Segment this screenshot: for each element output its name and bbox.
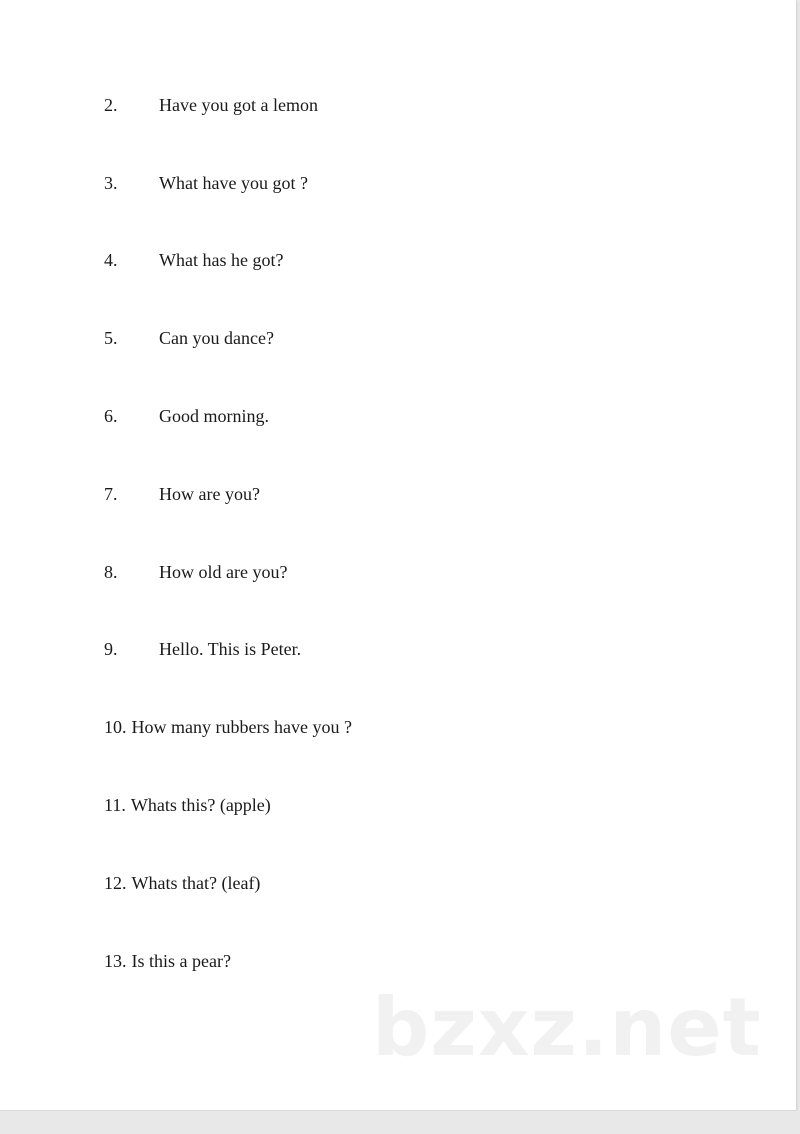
page-bottom-edge	[0, 1111, 800, 1134]
question-text: Is this a pear?	[131, 951, 231, 971]
question-text: Have you got a lemon	[159, 95, 318, 115]
question-text: How many rubbers have you ?	[131, 717, 352, 737]
question-4	[104, 249, 283, 271]
question-8	[104, 561, 287, 583]
question-text: Whats this? (apple)	[130, 795, 271, 815]
question-text: Good morning.	[159, 406, 269, 426]
question-10	[104, 716, 352, 738]
question-number: 5.	[104, 328, 118, 348]
question-text: What have you got ?	[159, 173, 308, 193]
question-text: Can you dance?	[159, 328, 274, 348]
question-2	[104, 94, 318, 116]
question-12	[104, 872, 260, 894]
question-number: 4.	[104, 250, 118, 270]
question-9	[104, 638, 301, 660]
question-number: 11.	[104, 795, 126, 815]
question-3	[104, 172, 308, 194]
question-13	[104, 950, 231, 972]
question-number: 13.	[104, 951, 127, 971]
question-text: How are you?	[159, 484, 260, 504]
question-11	[104, 794, 271, 816]
question-text: How old are you?	[159, 562, 288, 582]
question-6	[104, 405, 269, 427]
watermark: bzxz.net	[372, 981, 762, 1074]
question-number: 8.	[104, 562, 118, 582]
question-number: 6.	[104, 406, 118, 426]
question-text: Hello. This is Peter.	[159, 639, 302, 659]
question-number: 3.	[104, 173, 118, 193]
question-number: 7.	[104, 484, 118, 504]
question-number: 10.	[104, 717, 127, 737]
question-text: Whats that? (leaf)	[131, 873, 261, 893]
question-number: 2.	[104, 95, 118, 115]
question-5	[104, 327, 274, 349]
question-7	[104, 483, 260, 505]
question-number: 9.	[104, 639, 118, 659]
question-text: What has he got?	[159, 250, 284, 270]
question-number: 12.	[104, 873, 127, 893]
